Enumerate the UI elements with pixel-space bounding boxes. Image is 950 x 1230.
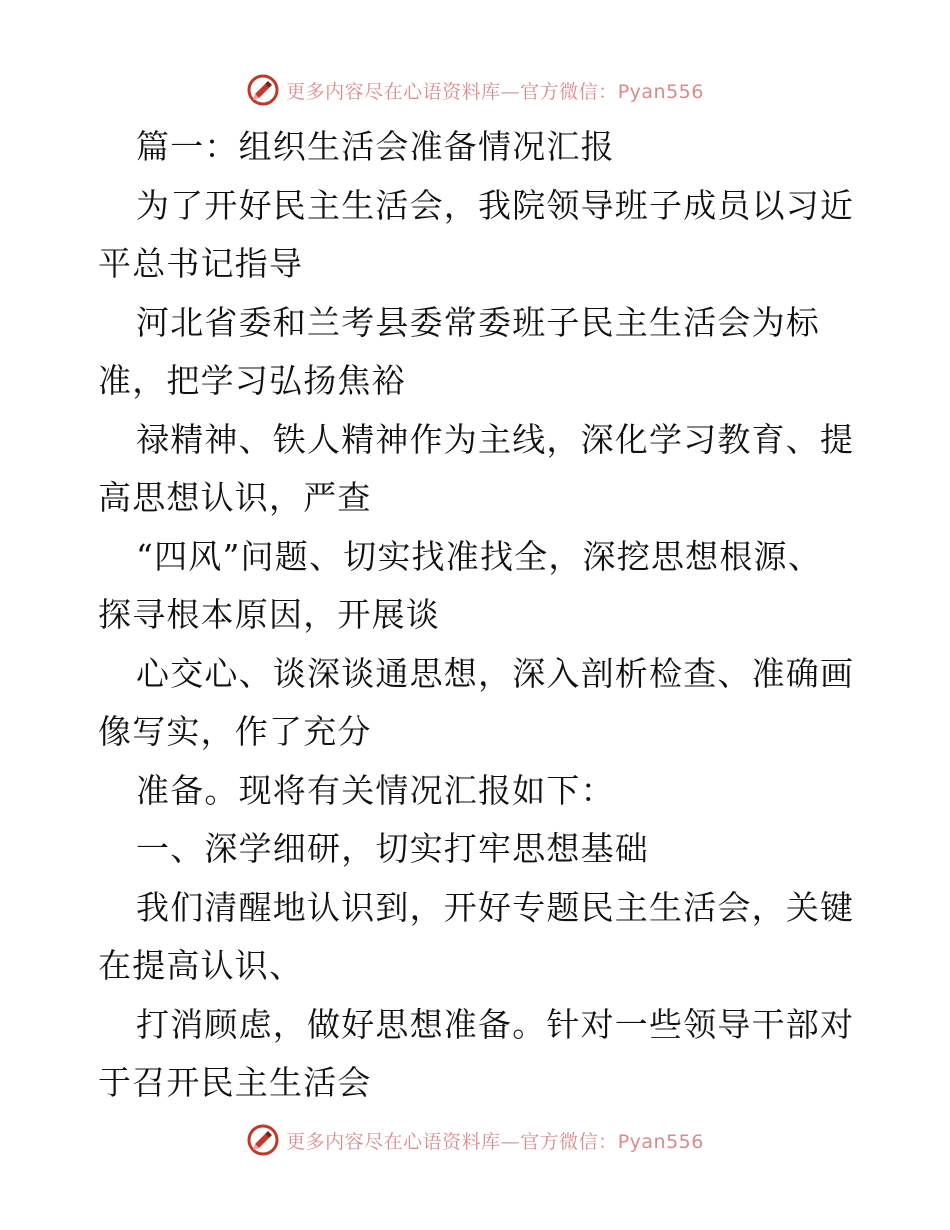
text-line: 像写实，作了充分 xyxy=(98,712,372,751)
text-line: 在提高认识、 xyxy=(98,946,304,985)
text-line: 高思想认识，严查 xyxy=(98,478,372,517)
text-line: 为了开好民主生活会，我院领导班子成员以习近 xyxy=(136,185,855,225)
text-line: 一、深学细研，切实打牢思想基础 xyxy=(136,829,649,868)
book-pen-logo-icon xyxy=(246,73,280,107)
text-line: 于召开民主生活会 xyxy=(98,1063,372,1102)
watermark-prefix: 更多内容尽在心语资料库 xyxy=(286,80,501,103)
text-line: 篇一：组织生活会准备情况汇报 xyxy=(136,127,615,166)
text-line: 河北省委和兰考县委常委班子民主生活会为标 xyxy=(136,302,820,342)
text-line: 禄精神、铁人精神作为主线，深化学习教育、提 xyxy=(136,419,855,459)
header-watermark xyxy=(0,70,950,110)
watermark-wechat-id: Pyan556 xyxy=(617,1130,704,1153)
text-line: 心交心、谈深谈通思想，深入剖析检查、准确画 xyxy=(136,653,855,693)
watermark-label: 官方微信： xyxy=(520,1130,618,1153)
watermark-wechat-id: Pyan556 xyxy=(617,80,704,103)
text-line: 准备。现将有关情况汇报如下： xyxy=(136,770,615,810)
book-pen-logo-icon xyxy=(246,1123,280,1157)
document-body xyxy=(98,118,858,1113)
text-line: 准，把学习弘扬焦裕 xyxy=(98,361,406,400)
watermark-label: 官方微信： xyxy=(520,80,618,103)
watermark-prefix: 更多内容尽在心语资料库 xyxy=(286,1130,501,1153)
text-line: 我们清醒地认识到，开好专题民主生活会，关键 xyxy=(136,887,855,927)
text-line: 打消顾虑，做好思想准备。针对一些领导干部对 xyxy=(136,1004,855,1044)
footer-watermark xyxy=(0,1120,950,1160)
watermark-text xyxy=(286,77,704,104)
watermark-separator: — xyxy=(500,1130,521,1153)
text-line: “四风”问题、切实找准找全，深挖思想根源、 xyxy=(136,536,822,576)
text-line: 平总书记指导 xyxy=(98,244,304,283)
watermark-text xyxy=(286,1127,704,1154)
text-line: 探寻根本原因，开展谈 xyxy=(98,595,440,634)
watermark-separator: — xyxy=(500,80,521,103)
